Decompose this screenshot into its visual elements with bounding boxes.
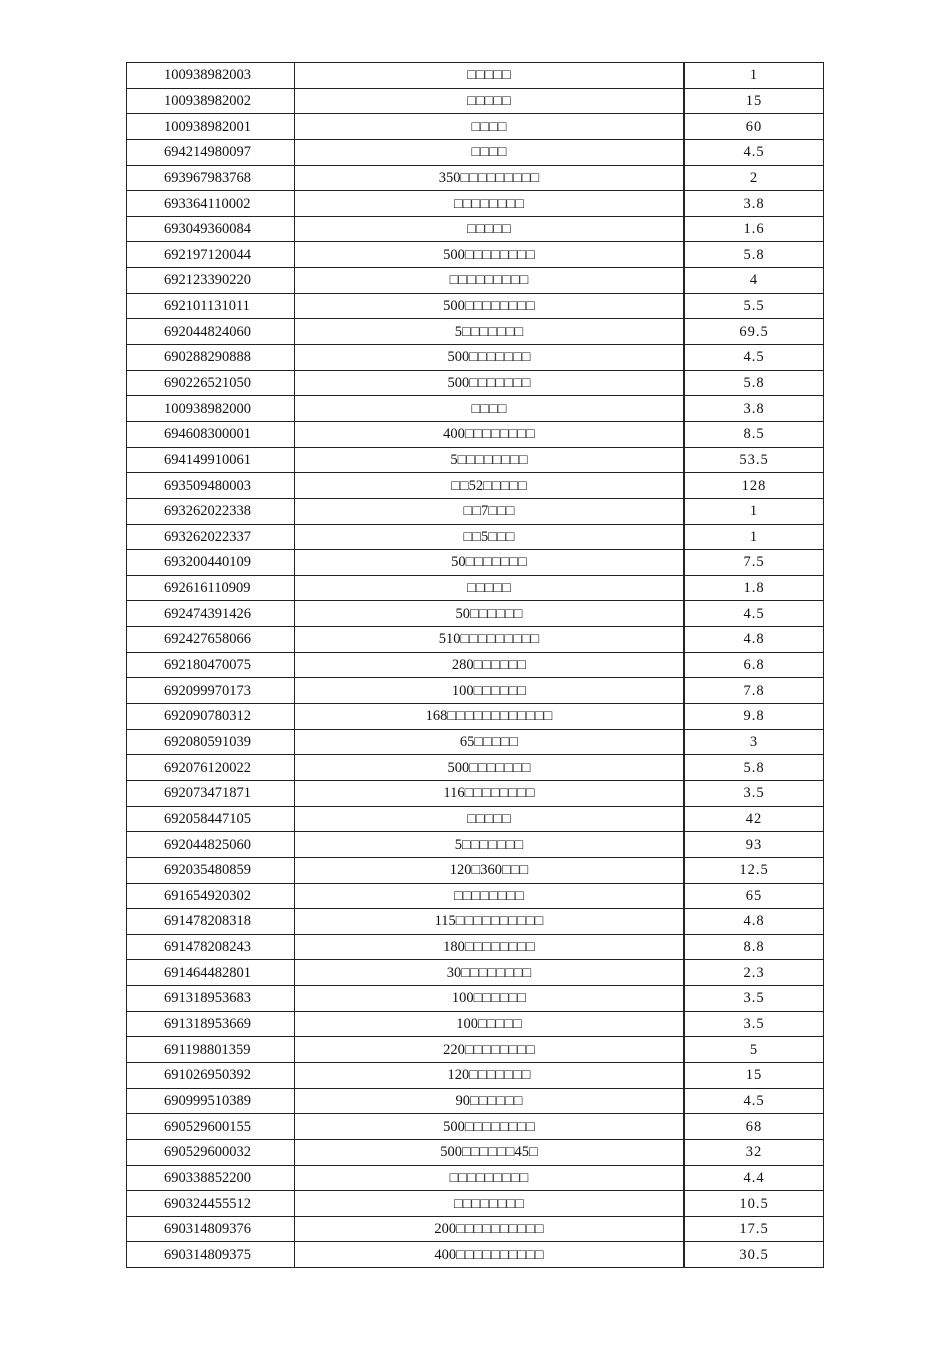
- table-row: [127, 652, 824, 678]
- table-row: [127, 165, 824, 191]
- table-row: [127, 1088, 824, 1114]
- table-row: [127, 447, 824, 473]
- item-price-cell: 4.8: [684, 627, 824, 653]
- table-row: [127, 1011, 824, 1037]
- item-price-cell: 3.8: [684, 396, 824, 422]
- item-price-cell: 9.8: [684, 704, 824, 730]
- item-name-cell: 115□□□□□□□□□□: [295, 909, 685, 935]
- item-code-cell: 694214980097: [127, 139, 295, 165]
- item-name-cell: □□□□□□□□: [295, 191, 685, 217]
- item-name-cell: 500□□□□□□□: [295, 755, 685, 781]
- item-price-cell: 5.8: [684, 370, 824, 396]
- item-name-cell: □□□□: [295, 396, 685, 422]
- table-row: [127, 396, 824, 422]
- item-code-cell: 691318953683: [127, 986, 295, 1012]
- price-table-body: [127, 63, 824, 1268]
- item-code-cell: 693509480003: [127, 473, 295, 499]
- table-row: [127, 216, 824, 242]
- item-name-cell: 116□□□□□□□□: [295, 780, 685, 806]
- table-row: [127, 1216, 824, 1242]
- item-name-cell: 500□□□□□□□□: [295, 1114, 685, 1140]
- item-price-cell: 5.8: [684, 755, 824, 781]
- item-price-cell: 5: [684, 1037, 824, 1063]
- item-name-cell: 5□□□□□□□: [295, 319, 685, 345]
- table-row: [127, 1139, 824, 1165]
- item-price-cell: 4.4: [684, 1165, 824, 1191]
- item-name-cell: □□□□: [295, 114, 685, 140]
- item-price-cell: 42: [684, 806, 824, 832]
- item-code-cell: 692073471871: [127, 780, 295, 806]
- table-row: [127, 139, 824, 165]
- item-code-cell: 690338852200: [127, 1165, 295, 1191]
- item-price-cell: 4.5: [684, 601, 824, 627]
- item-price-cell: 6.8: [684, 652, 824, 678]
- item-price-cell: 4.5: [684, 1088, 824, 1114]
- item-name-cell: 180□□□□□□□□: [295, 934, 685, 960]
- item-price-cell: 5.5: [684, 293, 824, 319]
- item-name-cell: 500□□□□□□□□: [295, 293, 685, 319]
- item-code-cell: 692180470075: [127, 652, 295, 678]
- item-price-cell: 1: [684, 63, 824, 89]
- item-name-cell: 120□360□□□: [295, 857, 685, 883]
- table-row: [127, 114, 824, 140]
- item-price-cell: 30.5: [684, 1242, 824, 1268]
- item-code-cell: 692427658066: [127, 627, 295, 653]
- item-price-cell: 32: [684, 1139, 824, 1165]
- item-code-cell: 691198801359: [127, 1037, 295, 1063]
- item-code-cell: 692044824060: [127, 319, 295, 345]
- item-code-cell: 691026950392: [127, 1062, 295, 1088]
- item-code-cell: 694608300001: [127, 421, 295, 447]
- item-code-cell: 690314809376: [127, 1216, 295, 1242]
- item-code-cell: 690529600155: [127, 1114, 295, 1140]
- item-code-cell: 692123390220: [127, 268, 295, 294]
- table-row: [127, 345, 824, 371]
- table-row: [127, 832, 824, 858]
- item-price-cell: 68: [684, 1114, 824, 1140]
- item-price-cell: 7.8: [684, 678, 824, 704]
- table-row: [127, 934, 824, 960]
- item-code-cell: 692474391426: [127, 601, 295, 627]
- item-price-cell: 15: [684, 1062, 824, 1088]
- table-row: [127, 473, 824, 499]
- item-code-cell: 692090780312: [127, 704, 295, 730]
- table-row: [127, 63, 824, 89]
- item-code-cell: 691478208243: [127, 934, 295, 960]
- item-code-cell: 691464482801: [127, 960, 295, 986]
- item-price-cell: 3.8: [684, 191, 824, 217]
- item-code-cell: 692099970173: [127, 678, 295, 704]
- item-name-cell: 5□□□□□□□□: [295, 447, 685, 473]
- item-price-cell: 4: [684, 268, 824, 294]
- item-price-cell: 7.5: [684, 550, 824, 576]
- item-name-cell: □□□□□: [295, 806, 685, 832]
- table-row: [127, 293, 824, 319]
- item-price-cell: 60: [684, 114, 824, 140]
- item-code-cell: 690226521050: [127, 370, 295, 396]
- table-row: [127, 806, 824, 832]
- item-price-cell: 17.5: [684, 1216, 824, 1242]
- item-name-cell: 30□□□□□□□□: [295, 960, 685, 986]
- table-row: [127, 370, 824, 396]
- item-price-cell: 1.8: [684, 575, 824, 601]
- item-name-cell: □□5□□□: [295, 524, 685, 550]
- item-code-cell: 691478208318: [127, 909, 295, 935]
- item-name-cell: □□□□□□□□: [295, 883, 685, 909]
- item-price-cell: 2: [684, 165, 824, 191]
- item-name-cell: 120□□□□□□□: [295, 1062, 685, 1088]
- item-price-cell: 10.5: [684, 1191, 824, 1217]
- item-name-cell: 400□□□□□□□□: [295, 421, 685, 447]
- item-name-cell: 65□□□□□: [295, 729, 685, 755]
- table-row: [127, 550, 824, 576]
- item-name-cell: □□□□: [295, 139, 685, 165]
- table-row: [127, 524, 824, 550]
- item-code-cell: 693262022337: [127, 524, 295, 550]
- table-row: [127, 1062, 824, 1088]
- item-name-cell: 280□□□□□□: [295, 652, 685, 678]
- item-price-cell: 65: [684, 883, 824, 909]
- item-name-cell: 100□□□□□□: [295, 986, 685, 1012]
- item-code-cell: 692058447105: [127, 806, 295, 832]
- item-code-cell: 694149910061: [127, 447, 295, 473]
- item-name-cell: 100□□□□□: [295, 1011, 685, 1037]
- item-price-cell: 3.5: [684, 1011, 824, 1037]
- item-name-cell: □□□□□□□□□: [295, 268, 685, 294]
- table-row: [127, 857, 824, 883]
- table-row: [127, 883, 824, 909]
- table-row: [127, 575, 824, 601]
- item-code-cell: 693364110002: [127, 191, 295, 217]
- item-name-cell: 90□□□□□□: [295, 1088, 685, 1114]
- item-code-cell: 692080591039: [127, 729, 295, 755]
- table-row: [127, 1242, 824, 1268]
- item-code-cell: 100938982002: [127, 88, 295, 114]
- item-code-cell: 692076120022: [127, 755, 295, 781]
- table-row: [127, 729, 824, 755]
- item-code-cell: 692616110909: [127, 575, 295, 601]
- item-code-cell: 690314809375: [127, 1242, 295, 1268]
- item-price-cell: 2.3: [684, 960, 824, 986]
- table-row: [127, 88, 824, 114]
- item-code-cell: 690288290888: [127, 345, 295, 371]
- item-code-cell: 692197120044: [127, 242, 295, 268]
- item-name-cell: 200□□□□□□□□□□: [295, 1216, 685, 1242]
- item-price-cell: 3.5: [684, 986, 824, 1012]
- item-name-cell: 50□□□□□□: [295, 601, 685, 627]
- table-row: [127, 268, 824, 294]
- table-row: [127, 909, 824, 935]
- item-price-cell: 1: [684, 498, 824, 524]
- item-code-cell: 690529600032: [127, 1139, 295, 1165]
- item-name-cell: 350□□□□□□□□□: [295, 165, 685, 191]
- table-row: [127, 780, 824, 806]
- item-name-cell: 50□□□□□□□: [295, 550, 685, 576]
- item-code-cell: 690999510389: [127, 1088, 295, 1114]
- price-table: [126, 62, 824, 1268]
- table-row: [127, 191, 824, 217]
- item-name-cell: 510□□□□□□□□□: [295, 627, 685, 653]
- item-name-cell: □□□□□: [295, 88, 685, 114]
- item-name-cell: □□□□□□□□□: [295, 1165, 685, 1191]
- item-price-cell: 3.5: [684, 780, 824, 806]
- item-price-cell: 12.5: [684, 857, 824, 883]
- item-price-cell: 4.5: [684, 139, 824, 165]
- item-code-cell: 100938982003: [127, 63, 295, 89]
- table-row: [127, 1191, 824, 1217]
- item-name-cell: 500□□□□□□□□: [295, 242, 685, 268]
- table-row: [127, 704, 824, 730]
- item-price-cell: 53.5: [684, 447, 824, 473]
- item-name-cell: 100□□□□□□: [295, 678, 685, 704]
- item-code-cell: 693049360084: [127, 216, 295, 242]
- item-code-cell: 690324455512: [127, 1191, 295, 1217]
- item-price-cell: 15: [684, 88, 824, 114]
- item-name-cell: 220□□□□□□□□: [295, 1037, 685, 1063]
- table-row: [127, 755, 824, 781]
- table-row: [127, 601, 824, 627]
- item-name-cell: □□□□□: [295, 216, 685, 242]
- item-code-cell: 100938982000: [127, 396, 295, 422]
- item-name-cell: 500□□□□□□□: [295, 345, 685, 371]
- item-code-cell: 693967983768: [127, 165, 295, 191]
- item-price-cell: 8.5: [684, 421, 824, 447]
- item-price-cell: 8.8: [684, 934, 824, 960]
- table-row: [127, 960, 824, 986]
- item-name-cell: 168□□□□□□□□□□□□: [295, 704, 685, 730]
- item-name-cell: □□□□□□□□: [295, 1191, 685, 1217]
- item-price-cell: 4.5: [684, 345, 824, 371]
- item-price-cell: 4.8: [684, 909, 824, 935]
- item-code-cell: 692101131011: [127, 293, 295, 319]
- item-name-cell: □□□□□: [295, 575, 685, 601]
- item-name-cell: □□52□□□□□: [295, 473, 685, 499]
- item-code-cell: 691654920302: [127, 883, 295, 909]
- table-row: [127, 627, 824, 653]
- item-name-cell: 400□□□□□□□□□□: [295, 1242, 685, 1268]
- item-price-cell: 3: [684, 729, 824, 755]
- item-code-cell: 100938982001: [127, 114, 295, 140]
- table-row: [127, 1165, 824, 1191]
- table-row: [127, 421, 824, 447]
- item-price-cell: 128: [684, 473, 824, 499]
- item-name-cell: □□7□□□: [295, 498, 685, 524]
- item-name-cell: 5□□□□□□□: [295, 832, 685, 858]
- item-name-cell: □□□□□: [295, 63, 685, 89]
- item-code-cell: 692044825060: [127, 832, 295, 858]
- item-name-cell: 500□□□□□□□: [295, 370, 685, 396]
- item-price-cell: 1: [684, 524, 824, 550]
- item-price-cell: 5.8: [684, 242, 824, 268]
- item-code-cell: 691318953669: [127, 1011, 295, 1037]
- table-row: [127, 242, 824, 268]
- item-price-cell: 1.6: [684, 216, 824, 242]
- item-name-cell: 500□□□□□□45□: [295, 1139, 685, 1165]
- item-price-cell: 93: [684, 832, 824, 858]
- table-row: [127, 319, 824, 345]
- table-row: [127, 986, 824, 1012]
- table-row: [127, 678, 824, 704]
- item-code-cell: 693262022338: [127, 498, 295, 524]
- item-code-cell: 692035480859: [127, 857, 295, 883]
- table-row: [127, 1114, 824, 1140]
- item-price-cell: 69.5: [684, 319, 824, 345]
- table-row: [127, 1037, 824, 1063]
- item-code-cell: 693200440109: [127, 550, 295, 576]
- table-row: [127, 498, 824, 524]
